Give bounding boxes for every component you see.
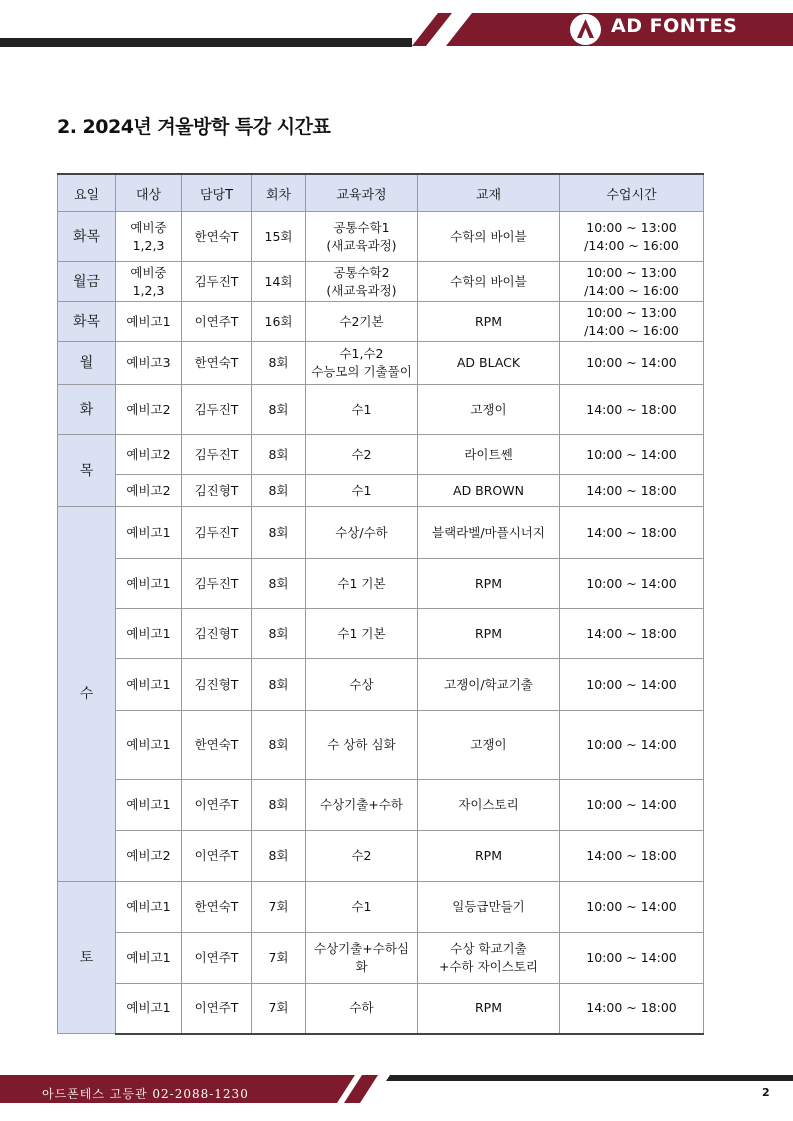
course-cell [306,984,418,1034]
header-day: 요일 [58,174,116,212]
book-cell [418,559,560,609]
header-time: 수업시간 [560,174,704,212]
target-line: 예비고1 [126,899,171,914]
table-row [58,435,704,475]
header-course: 교육과정 [306,174,418,212]
teacher-cell: 이연주T [182,831,252,882]
table-row [58,882,704,933]
book-line: RPM [474,625,502,641]
teacher-cell: 한연숙T [182,882,252,933]
target-cell [116,262,182,302]
time-cell [560,609,704,659]
course-line: 수1 [351,482,372,498]
target-line: 예비고1 [126,524,171,540]
teacher-cell: 한연숙T [182,342,252,385]
table-row [58,212,704,262]
book-cell [418,507,560,559]
teacher-cell: 한연숙T [182,711,252,780]
teacher-cell: 김진형T [182,475,252,507]
book-line: 고쟁이/학교기출 [444,676,533,692]
count-cell: 14회 [252,262,306,302]
book-cell [418,302,560,342]
course-cell [306,831,418,882]
target-line: 1,2,3 [132,237,165,253]
course-line: 수1 기본 [337,575,386,591]
time-line: 14:00 ~ 18:00 [586,848,677,863]
time-line: 14:00 ~ 18:00 [586,625,677,641]
target-line: 예비고1 [126,1000,171,1016]
teacher-cell: 김두진T [182,435,252,475]
book-line: 고쟁이 [470,401,507,417]
time-line: 10:00 ~ 13:00 [586,219,677,235]
course-line: 수상기출+수하 [320,797,403,812]
target-line: 예비중 [130,219,167,235]
table-row [58,385,704,435]
time-cell [560,831,704,882]
course-line: 수1 기본 [337,625,386,641]
book-line: RPM [474,1000,502,1016]
time-line: 14:00 ~ 18:00 [586,401,677,417]
time-cell [560,933,704,984]
footer-contact: 아드폰테스 고등관 02-2088-1230 [42,1087,249,1101]
table-row [58,831,704,882]
course-line: (새교육과정) [326,282,397,298]
table-row [58,475,704,507]
course-cell [306,302,418,342]
course-line: 수하 [349,1000,374,1016]
book-line: RPM [474,313,502,329]
book-cell [418,882,560,933]
book-cell [418,984,560,1034]
course-line: 수1 [351,401,372,417]
target-line: 예비중 [130,264,167,280]
book-line: AD BROWN [453,482,524,498]
course-cell [306,609,418,659]
course-line: 수1,수2 [339,346,384,361]
book-line: 블랙라벨/마플시너지 [432,524,545,540]
time-line: 10:00 ~ 14:00 [586,737,677,752]
book-cell [418,262,560,302]
course-cell [306,659,418,711]
day-cell: 화목 [58,212,116,262]
schedule-table [57,173,704,1035]
target-line: 예비고1 [126,575,171,591]
course-cell [306,933,418,984]
table-header-row [58,174,704,212]
time-line: 14:00 ~ 18:00 [586,524,677,540]
count-cell: 8회 [252,780,306,831]
target-cell [116,212,182,262]
table-row [58,780,704,831]
time-line: 10:00 ~ 14:00 [586,899,677,914]
teacher-cell: 김진형T [182,609,252,659]
time-line: 14:00 ~ 18:00 [586,1000,677,1016]
book-line: 자이스토리 [458,797,519,812]
target-line: 예비고1 [126,737,171,752]
book-cell [418,659,560,711]
target-cell [116,659,182,711]
header-target: 대상 [116,174,182,212]
time-cell [560,780,704,831]
book-cell [418,609,560,659]
book-cell [418,435,560,475]
teacher-cell: 이연주T [182,302,252,342]
time-cell [560,507,704,559]
teacher-cell: 이연주T [182,984,252,1034]
target-line: 예비고1 [126,797,171,812]
book-cell [418,711,560,780]
teacher-cell: 이연주T [182,933,252,984]
target-cell [116,559,182,609]
teacher-cell: 김진형T [182,659,252,711]
time-line: 14:00 ~ 18:00 [586,482,677,498]
time-cell [560,559,704,609]
course-cell [306,559,418,609]
course-line: 수1 [351,899,372,914]
day-cell: 월금 [58,262,116,302]
book-line: 라이트쎈 [464,446,513,462]
course-cell [306,507,418,559]
course-cell [306,780,418,831]
table-row [58,302,704,342]
time-line: 10:00 ~ 14:00 [586,797,677,812]
day-cell: 수 [58,507,116,882]
book-line: 일등급만들기 [452,899,525,914]
target-line: 예비고2 [126,446,171,462]
time-line: 10:00 ~ 14:00 [586,950,677,965]
time-cell [560,212,704,262]
course-line: 수2 [351,848,372,863]
time-line: 10:00 ~ 13:00 [586,304,677,320]
course-line: 수능모의 기출풀이 [311,364,412,379]
table-row [58,984,704,1034]
time-cell [560,385,704,435]
time-line: /14:00 ~ 16:00 [584,237,679,253]
day-cell: 토 [58,882,116,1034]
target-cell [116,711,182,780]
target-cell [116,385,182,435]
course-cell [306,435,418,475]
time-line: 10:00 ~ 14:00 [586,676,677,692]
count-cell: 8회 [252,659,306,711]
table-row [58,711,704,780]
target-line: 예비고2 [126,482,171,498]
target-cell [116,302,182,342]
course-cell [306,711,418,780]
target-cell [116,831,182,882]
target-cell [116,507,182,559]
target-cell [116,475,182,507]
time-cell [560,659,704,711]
table-row [58,933,704,984]
teacher-cell: 한연숙T [182,212,252,262]
time-cell [560,302,704,342]
course-line: 수 상하 심화 [327,737,396,752]
time-cell [560,984,704,1034]
target-line: 예비고1 [126,676,171,692]
header-teacher: 담당T [182,174,252,212]
count-cell: 8회 [252,609,306,659]
time-cell [560,882,704,933]
count-cell: 8회 [252,711,306,780]
page-number: 2 [762,1086,770,1099]
count-cell: 8회 [252,507,306,559]
time-cell [560,435,704,475]
course-line: 수상/수하 [335,524,388,540]
header-count: 회차 [252,174,306,212]
count-cell: 8회 [252,475,306,507]
target-line: 예비고3 [126,355,171,370]
target-cell [116,984,182,1034]
course-line: 공통수학1 [333,219,390,235]
target-line: 예비고1 [126,625,171,641]
time-line: 10:00 ~ 14:00 [586,575,677,591]
book-cell [418,831,560,882]
book-cell [418,475,560,507]
course-line: 수2 [351,446,372,462]
time-line: /14:00 ~ 16:00 [584,322,679,338]
table-row [58,507,704,559]
course-line: 수상기출+수하심화 [314,941,409,974]
day-cell: 목 [58,435,116,507]
teacher-cell: 김두진T [182,507,252,559]
count-cell: 16회 [252,302,306,342]
course-cell [306,385,418,435]
count-cell: 7회 [252,933,306,984]
target-line: 예비고2 [126,401,171,417]
count-cell: 8회 [252,342,306,385]
count-cell: 8회 [252,385,306,435]
time-cell [560,711,704,780]
book-line: 수학의 바이블 [450,273,527,289]
course-line: 수상 [349,676,374,692]
table-row [58,262,704,302]
target-cell [116,933,182,984]
time-line: 10:00 ~ 14:00 [586,355,677,370]
time-cell [560,262,704,302]
book-cell [418,780,560,831]
table-row [58,559,704,609]
target-line: 예비고1 [126,950,171,965]
book-line: AD BLACK [456,355,521,370]
target-line: 예비고1 [126,313,171,329]
course-line: 수2기본 [339,313,384,329]
count-cell: 8회 [252,559,306,609]
day-cell: 화 [58,385,116,435]
book-line: RPM [474,575,502,591]
teacher-cell: 이연주T [182,780,252,831]
page-title: 2. 2024년 겨울방학 특강 시간표 [57,116,331,138]
target-cell [116,609,182,659]
day-cell: 월 [58,342,116,385]
teacher-cell: 김두진T [182,262,252,302]
time-line: 10:00 ~ 14:00 [586,446,677,462]
course-cell [306,212,418,262]
count-cell: 8회 [252,435,306,475]
teacher-cell: 김두진T [182,385,252,435]
book-line: 고쟁이 [470,737,507,752]
book-cell [418,385,560,435]
target-cell [116,342,182,385]
time-line: 10:00 ~ 13:00 [586,264,677,280]
table-row [58,342,704,385]
book-cell [418,212,560,262]
time-cell [560,342,704,385]
header-book: 교재 [418,174,560,212]
table-row [58,609,704,659]
brand-logo-icon [570,14,601,45]
book-line: +수하 자이스토리 [439,959,538,974]
target-cell [116,435,182,475]
teacher-cell: 김두진T [182,559,252,609]
count-cell: 7회 [252,984,306,1034]
course-cell [306,262,418,302]
count-cell: 8회 [252,831,306,882]
book-line: 수상 학교기출 [450,941,527,956]
book-line: RPM [474,848,502,863]
course-cell [306,342,418,385]
book-cell [418,933,560,984]
day-cell: 화목 [58,302,116,342]
course-cell [306,475,418,507]
book-cell [418,342,560,385]
count-cell: 7회 [252,882,306,933]
target-cell [116,780,182,831]
count-cell: 15회 [252,212,306,262]
target-line: 1,2,3 [132,282,165,298]
course-line: (새교육과정) [326,237,397,253]
brand-logo-text: AD FONTES [611,15,738,37]
course-cell [306,882,418,933]
table-row [58,659,704,711]
book-line: 수학의 바이블 [450,228,527,244]
time-line: /14:00 ~ 16:00 [584,282,679,298]
target-cell [116,882,182,933]
course-line: 공통수학2 [333,264,390,280]
target-line: 예비고2 [126,848,171,863]
time-cell [560,475,704,507]
